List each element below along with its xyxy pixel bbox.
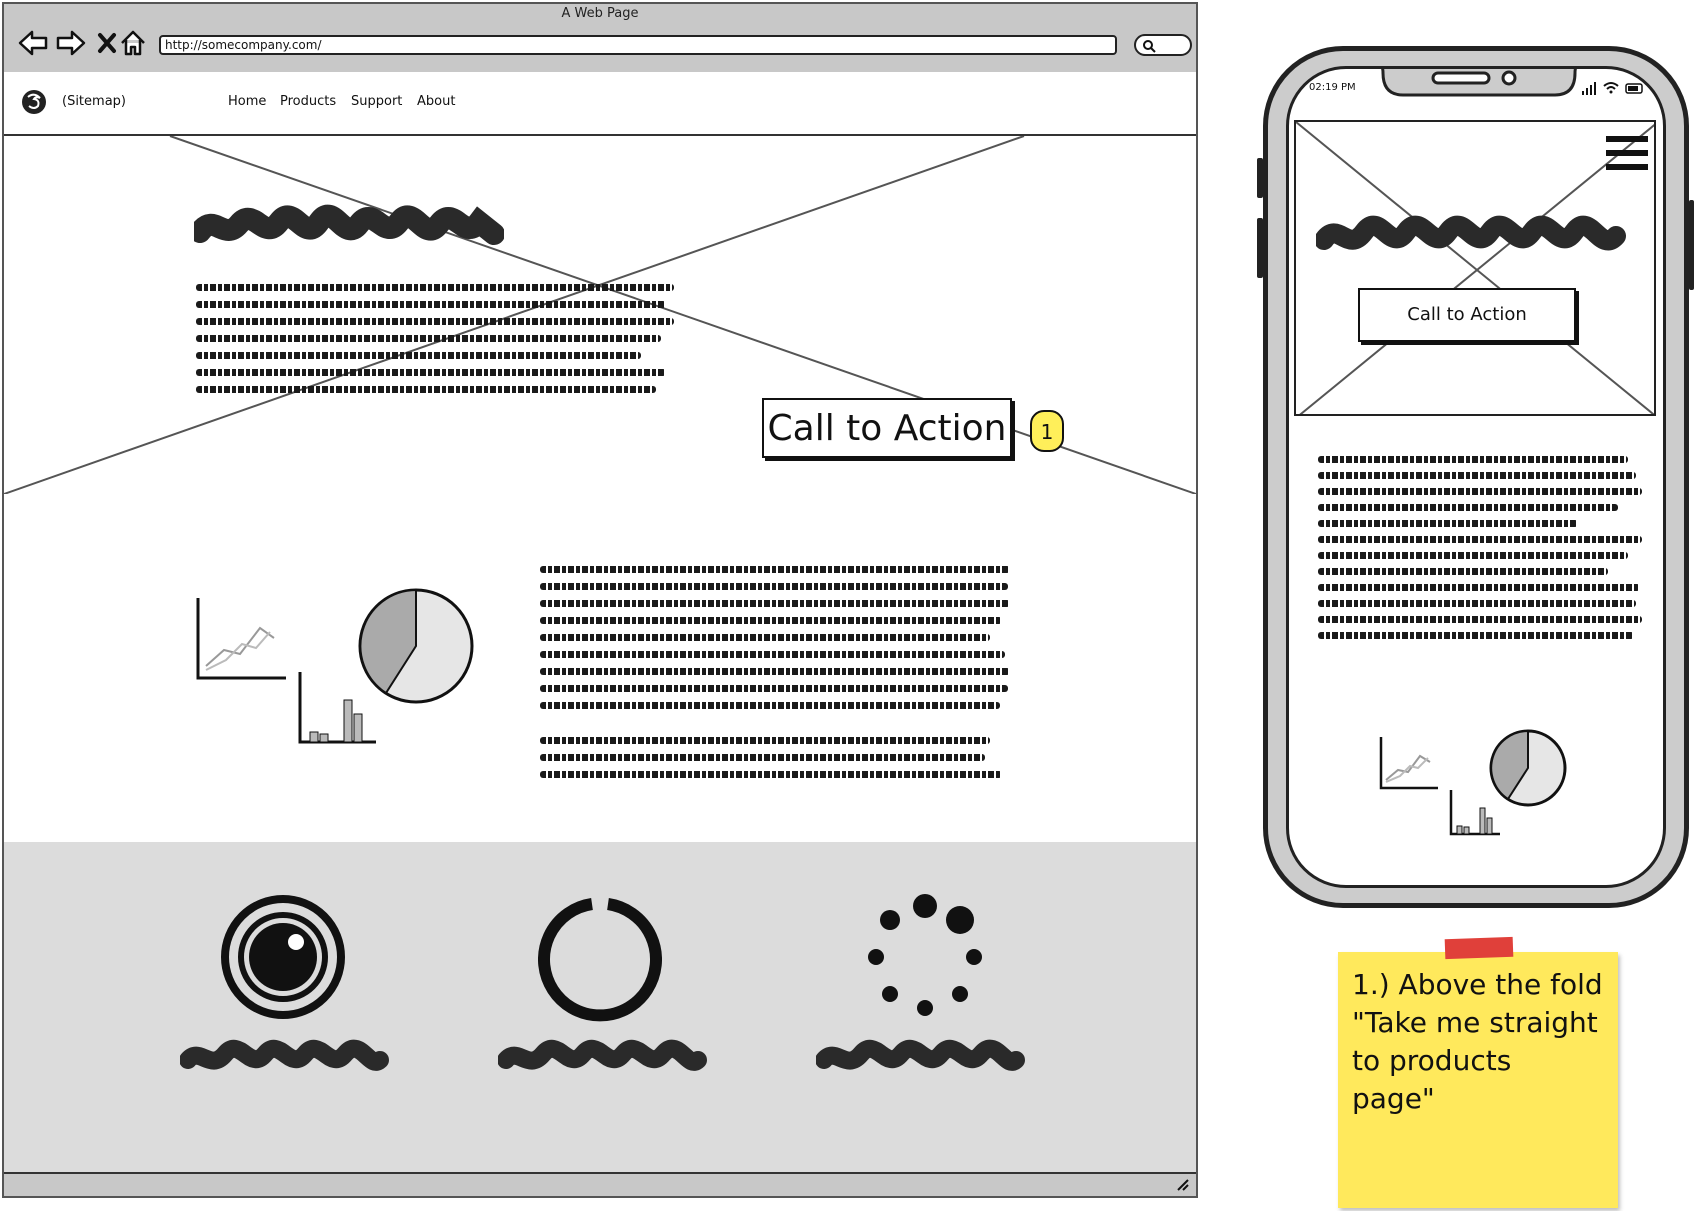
nav-support[interactable]: Support bbox=[351, 94, 403, 109]
phone-notch bbox=[1369, 66, 1589, 103]
logo-icon[interactable] bbox=[20, 88, 48, 116]
hero-paragraph-scribble bbox=[196, 284, 674, 403]
resize-handle-icon[interactable] bbox=[1174, 1178, 1190, 1192]
phone-paragraph-scribble bbox=[1318, 456, 1642, 648]
window-title: A Web Page bbox=[561, 6, 639, 21]
phone-status-time: 02:19 PM bbox=[1309, 82, 1356, 93]
phone-side-button bbox=[1257, 218, 1263, 278]
hero-section bbox=[4, 136, 1196, 496]
call-to-action-button[interactable]: Call to Action bbox=[762, 398, 1012, 458]
line-chart-icon bbox=[1378, 734, 1442, 792]
url-input[interactable]: http://somecompany.com/ bbox=[159, 35, 1117, 55]
browser-statusbar bbox=[4, 1172, 1196, 1196]
content-section bbox=[4, 494, 1196, 844]
search-box[interactable] bbox=[1134, 34, 1192, 56]
phone-side-button bbox=[1257, 158, 1263, 198]
nav-home[interactable]: Home bbox=[228, 94, 267, 109]
bar-chart-icon bbox=[1448, 788, 1504, 838]
back-icon[interactable] bbox=[16, 26, 50, 60]
line-chart-icon bbox=[194, 594, 294, 684]
sitemap-link[interactable]: (Sitemap) bbox=[62, 94, 126, 109]
camera-lens-icon bbox=[218, 892, 348, 1022]
site-header bbox=[4, 72, 1196, 136]
loading-dots-icon bbox=[860, 892, 990, 1022]
nav-products[interactable]: Products bbox=[280, 94, 337, 109]
feature-section bbox=[4, 842, 1196, 1172]
sticky-tape bbox=[1445, 937, 1514, 959]
loading-ring-icon bbox=[538, 898, 662, 1022]
home-icon[interactable] bbox=[116, 26, 150, 60]
bar-chart-icon bbox=[296, 670, 380, 746]
nav-about[interactable]: About bbox=[417, 94, 456, 109]
feature-caption-scribble bbox=[816, 1038, 1026, 1078]
forward-icon[interactable] bbox=[54, 26, 88, 60]
headline-scribble bbox=[194, 202, 504, 252]
call-to-action-button-mobile[interactable]: Call to Action bbox=[1358, 288, 1576, 342]
phone-hero-image bbox=[1294, 120, 1656, 416]
phone-side-button bbox=[1689, 200, 1694, 290]
browser-titlebar bbox=[4, 4, 1196, 74]
image-placeholder bbox=[1296, 122, 1656, 416]
headline-scribble bbox=[1316, 212, 1636, 262]
search-icon bbox=[1142, 39, 1156, 53]
sticky-note-text: 1.) Above the fold "Take me straight to products page" bbox=[1352, 968, 1603, 1115]
annotation-badge: 1 bbox=[1030, 410, 1064, 452]
feature-caption-scribble bbox=[180, 1038, 390, 1078]
phone-status-icons bbox=[1580, 80, 1650, 96]
feature-caption-scribble bbox=[498, 1038, 708, 1078]
content-paragraph-scribble bbox=[540, 566, 1010, 788]
hamburger-menu-icon[interactable] bbox=[1606, 134, 1648, 172]
